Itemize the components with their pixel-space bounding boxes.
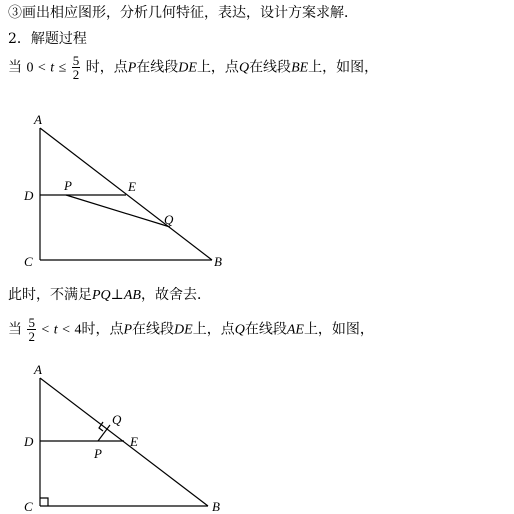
case1-text5: 上，如图， xyxy=(308,59,379,76)
fig2-label-D: D xyxy=(24,434,34,449)
fig2-segment-AB xyxy=(40,378,208,506)
case1-fraction xyxy=(72,54,81,81)
case2-lt2: < xyxy=(62,322,71,338)
case2-t: t xyxy=(53,322,58,338)
fig2-right-angle-C xyxy=(40,498,48,506)
step3-text: ③画出相应图形，分析几何特征，表达，设计方案求解． xyxy=(8,5,358,21)
case1-lt: < xyxy=(37,60,46,76)
case1-line xyxy=(8,54,378,81)
case2-fraction xyxy=(27,316,36,343)
case1-frac-num: 5 xyxy=(72,53,80,68)
case2-line xyxy=(8,316,374,343)
fig1-label-D: D xyxy=(24,188,34,203)
case2-frac-num: 5 xyxy=(28,315,35,330)
fig1-segment-AB xyxy=(40,128,212,260)
case1-P: P xyxy=(127,60,137,76)
case2-prefix: 当 xyxy=(8,321,22,338)
case2-four: 4 xyxy=(74,322,82,338)
case2-text4: 在线段 xyxy=(244,321,287,338)
fig2-label-A: A xyxy=(34,362,42,377)
case1-le: ≤ xyxy=(58,60,67,76)
case1-text3: 上，点 xyxy=(196,59,239,76)
fig1-label-C: C xyxy=(24,254,33,269)
conclusion-text2: ，故舍去． xyxy=(140,287,211,303)
case1-text1: 时，点 xyxy=(85,59,128,76)
case2-frac-den: 2 xyxy=(28,329,35,344)
case2-text1: 时，点 xyxy=(81,321,124,338)
case1-Q: Q xyxy=(238,60,250,76)
case1-prefix: 当 xyxy=(8,59,22,76)
fig2-label-E: E xyxy=(130,434,138,449)
fig2-segment-PQ xyxy=(98,425,110,441)
fig2-label-P: P xyxy=(94,446,102,461)
fig1-label-P: P xyxy=(64,178,72,193)
fig1-label-Q: Q xyxy=(164,212,174,227)
fig1-label-E: E xyxy=(128,179,136,194)
section-title: 2．解题过程 xyxy=(8,31,87,47)
fig2-label-C: C xyxy=(24,499,33,514)
fig2-right-angle-Q xyxy=(99,422,103,431)
case2-P: P xyxy=(123,322,133,338)
fig2-label-Q: Q xyxy=(112,412,122,427)
case2-text5: 上，如图， xyxy=(303,321,374,338)
conclusion-AB: AB xyxy=(123,288,141,303)
conclusion-text1: 此时，不满足 xyxy=(8,287,92,303)
fig1-segment-PQ xyxy=(66,195,170,227)
case1-zero: 0 xyxy=(26,60,34,76)
case1-text2: 在线段 xyxy=(136,59,179,76)
case1-BE: BE xyxy=(291,60,309,76)
case1-frac-den: 2 xyxy=(72,67,80,82)
case2-text3: 上，点 xyxy=(192,321,235,338)
case2-Q: Q xyxy=(234,322,245,338)
conclusion-perp: ⊥ xyxy=(110,288,124,303)
fig1-label-B: B xyxy=(214,254,222,269)
case2-text2: 在线段 xyxy=(132,321,175,338)
case1-t: t xyxy=(50,60,55,76)
fig2-label-B: B xyxy=(212,499,220,514)
conclusion-PQ: PQ xyxy=(92,288,111,303)
case2-lt1: < xyxy=(41,322,50,338)
case1-conclusion xyxy=(8,286,211,305)
case2-DE: DE xyxy=(174,322,193,338)
case1-DE: DE xyxy=(178,60,197,76)
case1-text4: 在线段 xyxy=(249,59,292,76)
case2-AE: AE xyxy=(286,322,304,338)
fig1-label-A: A xyxy=(34,112,42,127)
